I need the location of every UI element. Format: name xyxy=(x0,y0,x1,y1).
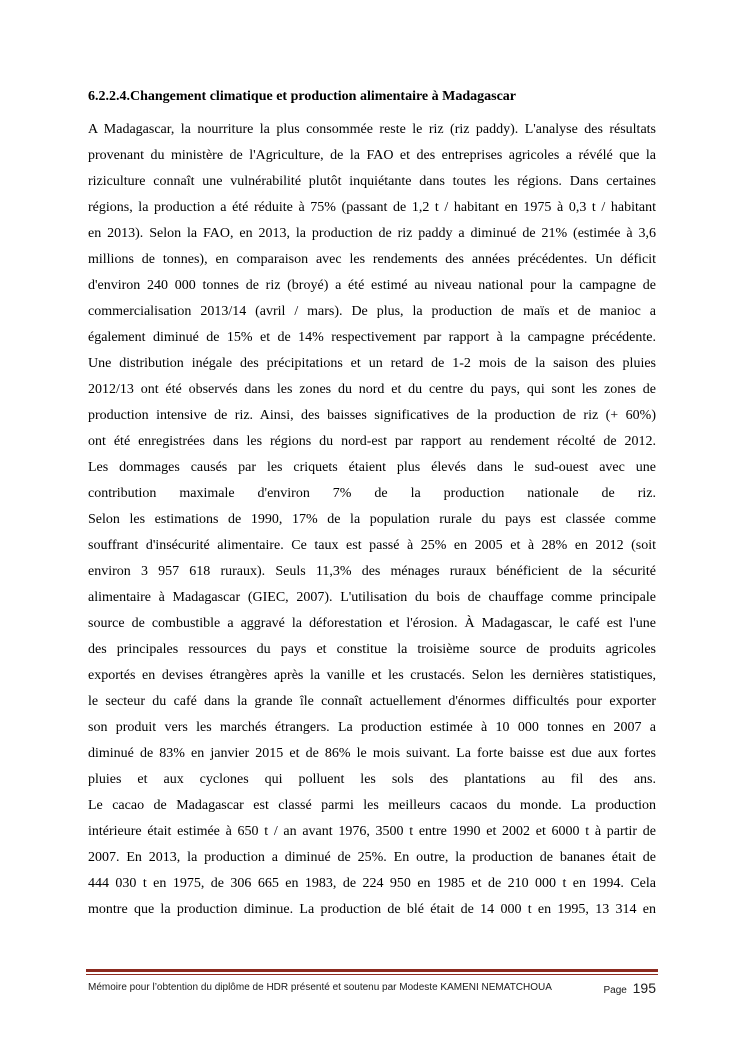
section-heading: 6.2.2.4.Changement climatique et production alimentaire à Madagascar xyxy=(88,89,517,104)
page-indicator xyxy=(604,978,657,1001)
text-line: riziculture connaît une vulnérabilité plutôt inquiétante dans toutes les régions. Dans certaines xyxy=(88,174,656,189)
text-line: Les dommages causés par les criquets étaient plus élevés dans le sud-ouest avec une xyxy=(88,460,656,475)
text-line: diminué de 83% en janvier 2015 et de 86% le mois suivant. La forte baisse est due aux fortes xyxy=(88,746,656,761)
text-line: montre que la production diminue. La production de blé était de 14 000 t en 1995, 13 314 en xyxy=(88,902,656,917)
text-line: 2007. En 2013, la production a diminué de 25%. En outre, la production de bananes était de xyxy=(88,850,656,865)
text-line: son produit vers les marchés étrangers. La production estimée à 10 000 tonnes en 2007 a xyxy=(88,720,656,735)
text-line: le secteur du café dans la grande île connaît actuellement d'énormes difficultés pour exporter xyxy=(88,694,656,709)
text-line: commercialisation 2013/14 (avril / mars). De plus, la production de maïs et de manioc a xyxy=(88,304,656,319)
footer-rule-thin xyxy=(86,974,658,975)
text-line: en 2013). Selon la FAO, en 2013, la production de riz paddy a diminué de 21% (estimée à 3,6 xyxy=(88,226,656,241)
text-line: Le cacao de Madagascar est classé parmi les meilleurs cacaos du monde. La production xyxy=(88,798,656,813)
text-line: exportés en devises étrangères après la vanille et les crustacés. Selon les dernières statistiques, xyxy=(88,668,656,683)
text-line: ont été enregistrées dans les régions du nord-est par rapport au rendement récolté de 2012. xyxy=(88,434,656,449)
text-line: millions de tonnes), en comparaison avec les rendements des années précédentes. Un déficit xyxy=(88,252,656,267)
text-line: environ 3 957 618 ruraux). Seuls 11,3% des ménages ruraux bénéficient de la sécurité xyxy=(88,564,656,579)
text-line: contribution maximale d'environ 7% de la production nationale de riz. xyxy=(88,486,656,501)
text-line: souffrant d'insécurité alimentaire. Ce taux est passé à 25% en 2005 et à 28% en 2012 (soit xyxy=(88,538,656,553)
text-line: des principales ressources du pays et constitue la troisième source de produits agricoles xyxy=(88,642,656,657)
text-line: 444 030 t en 1975, de 306 665 en 1983, de 224 950 en 1985 et de 210 000 t en 1994. Cela xyxy=(88,876,656,891)
page-number: 195 xyxy=(632,980,656,996)
body-paragraph xyxy=(88,117,656,923)
footer-rule xyxy=(86,969,658,972)
text-line: A Madagascar, la nourriture la plus consommée reste le riz (riz paddy). L'analyse des résultats xyxy=(88,122,656,137)
page-footer xyxy=(88,978,656,998)
text-line: Une distribution inégale des précipitations et un retard de 1-2 mois de la saison des pluies xyxy=(88,356,656,371)
text-line: alimentaire à Madagascar (GIEC, 2007). L'utilisation du bois de chauffage comme principale xyxy=(88,590,656,605)
footer-text: Mémoire pour l’obtention du diplôme de HDR présenté et soutenu par Modeste KAMENI NEMATCHOUA xyxy=(88,982,552,993)
text-line: provenant du ministère de l'Agriculture, de la FAO et des entreprises agricoles a révélé que la xyxy=(88,148,656,163)
text-line: d'environ 240 000 tonnes de riz (broyé) a été estimé au niveau national pour la campagne de xyxy=(88,278,656,293)
page-label: Page xyxy=(603,985,627,996)
text-line: également diminué de 15% et de 14% respectivement par rapport à la campagne précédente. xyxy=(88,330,656,345)
text-line: production intensive de riz. Ainsi, des baisses significatives de la production de riz (+ 60%) xyxy=(88,408,656,423)
text-line: source de combustible a aggravé la déforestation et l'érosion. À Madagascar, le café est l'une xyxy=(88,616,656,631)
text-line: pluies et aux cyclones qui polluent les sols des plantations au fil des ans. xyxy=(88,772,656,787)
text-line: Selon les estimations de 1990, 17% de la population rurale du pays est classée comme xyxy=(88,512,656,527)
text-line: régions, la production a été réduite à 75% (passant de 1,2 t / habitant en 1975 à 0,3 t / habitant xyxy=(88,200,656,215)
text-line: 2012/13 ont été observés dans les zones du nord et du centre du pays, qui sont les zones de xyxy=(88,382,656,397)
text-line: intérieure était estimée à 650 t / an avant 1976, 3500 t entre 1990 et 2002 et 6000 t à partir de xyxy=(88,824,656,839)
